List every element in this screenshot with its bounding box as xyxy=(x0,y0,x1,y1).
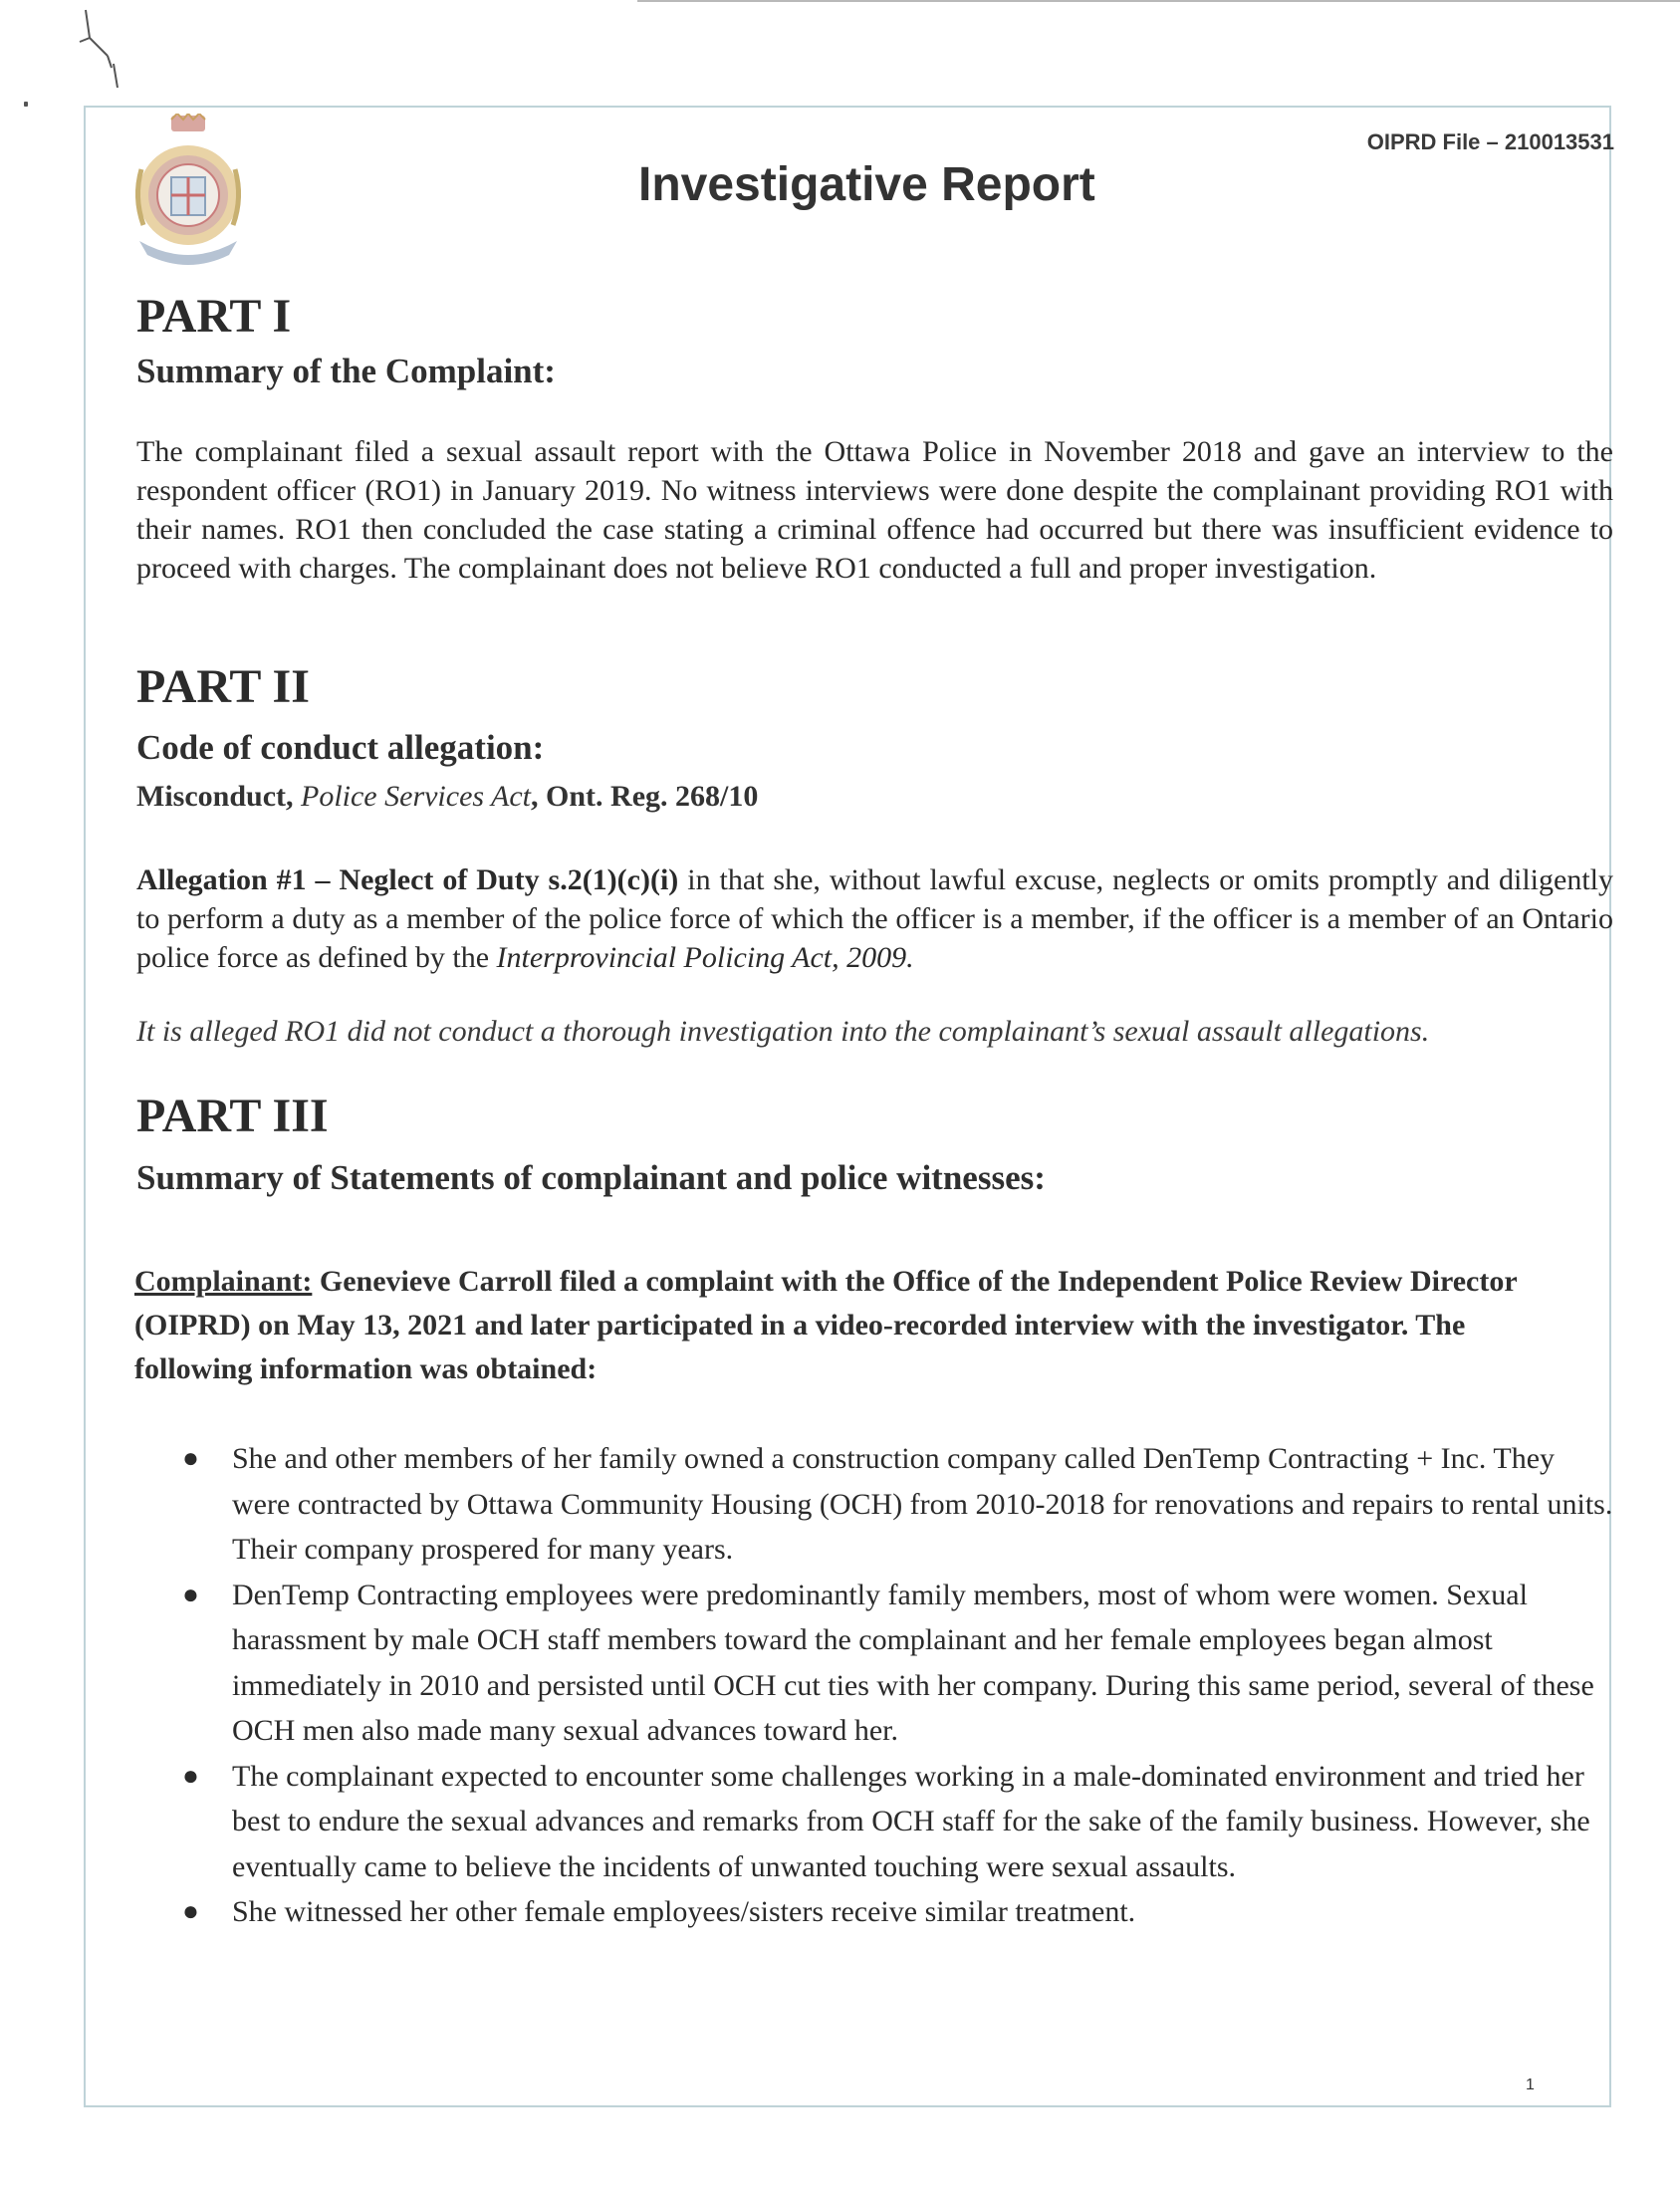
list-item-text: She witnessed her other female employees/sisters receive similar treatment. xyxy=(232,1895,1136,1928)
list-item xyxy=(182,1573,1616,1754)
part-two-heading: PART II xyxy=(136,660,310,713)
list-item-text: The complainant expected to encounter some challenges working in a male-dominated environment and tried her best to endure the sexual advances and remarks from OCH staff for the sake of the family business. However, she eventually came to believe the incidents of unwanted touching were sexual assaults. xyxy=(232,1759,1590,1883)
scan-mark-icon xyxy=(78,8,127,88)
part-one-heading: PART I xyxy=(136,290,292,343)
police-crest-icon xyxy=(127,114,249,269)
allegation-heading: Code of conduct allegation: xyxy=(136,728,545,767)
allegation-act: Interprovincial Policing Act, 2009. xyxy=(496,941,914,974)
act-prefix: Misconduct, xyxy=(136,780,301,813)
scan-speck xyxy=(24,102,28,107)
report-title: Investigative Report xyxy=(638,158,1095,211)
allegation-label: Allegation #1 – Neglect of Duty s.2(1)(c)(i) xyxy=(136,863,679,896)
scan-top-edge xyxy=(637,0,1680,2)
list-item xyxy=(182,1436,1616,1573)
complaint-summary-text: The complainant filed a sexual assault report with the Ottawa Police in November 2018 and gave an interview to the respondent officer (RO1) in January 2019. No witness interviews were done despite the complainant providing RO1 with their names. RO1 then concluded the case stating a criminal offence had occurred but there was insufficient evidence to proceed with charges. The complainant does not believe RO1 conducted a full and proper investigation. xyxy=(136,435,1613,585)
list-item xyxy=(182,1889,1616,1935)
complainant-label: Complainant: xyxy=(134,1265,313,1298)
page-number: 1 xyxy=(1526,2076,1535,2093)
bullet-icon: ● xyxy=(182,1896,199,1927)
complainant-paragraph xyxy=(134,1260,1578,1391)
list-item-text: She and other members of her family owned a construction company called DenTemp Contracting + Inc. They were contracted by Ottawa Community Housing (OCH) from 2010-2018 for renovations and repairs to rental units. Their company prospered for many years. xyxy=(232,1442,1613,1566)
complaint-summary-heading: Summary of the Complaint: xyxy=(136,352,556,390)
alleged-statement: It is alleged RO1 did not conduct a thorough investigation into the complainant’s sexual assault allegations. xyxy=(136,1015,1430,1048)
act-name: Police Services Act xyxy=(301,780,532,813)
statements-heading: Summary of Statements of complainant and police witnesses: xyxy=(136,1158,1046,1197)
allegation-paragraph xyxy=(136,860,1613,977)
allegation-text: in that she, without lawful excuse, neglects or omits promptly and diligently to perform a duty as a member of the police force of which the officer is a member, if the officer is a member of an Ontario police force as defined by the xyxy=(136,863,1613,974)
bullet-icon: ● xyxy=(182,1443,199,1474)
act-suffix: , Ont. Reg. 268/10 xyxy=(531,780,759,813)
list-item xyxy=(182,1754,1616,1890)
part-three-heading: PART III xyxy=(136,1090,329,1142)
statement-list xyxy=(182,1436,1616,1935)
bullet-icon: ● xyxy=(182,1760,199,1792)
misconduct-act-line xyxy=(136,780,758,814)
file-number: OIPRD File – 210013531 xyxy=(1366,129,1614,154)
list-item-text: DenTemp Contracting employees were predominantly family members, most of whom were women. Sexual harassment by male OCH staff members toward the complainant and her female employees began almost immediately in 2010 and persisted until OCH cut ties with her company. During this same period, several of these OCH men also made many sexual advances toward her. xyxy=(232,1578,1594,1747)
bullet-icon: ● xyxy=(182,1579,199,1610)
complainant-text: Genevieve Carroll filed a complaint with the Office of the Independent Police Review Director (OIPRD) on May 13, 2021 and later participated in a video-recorded interview with the investigator. The following information was obtained: xyxy=(134,1265,1518,1385)
